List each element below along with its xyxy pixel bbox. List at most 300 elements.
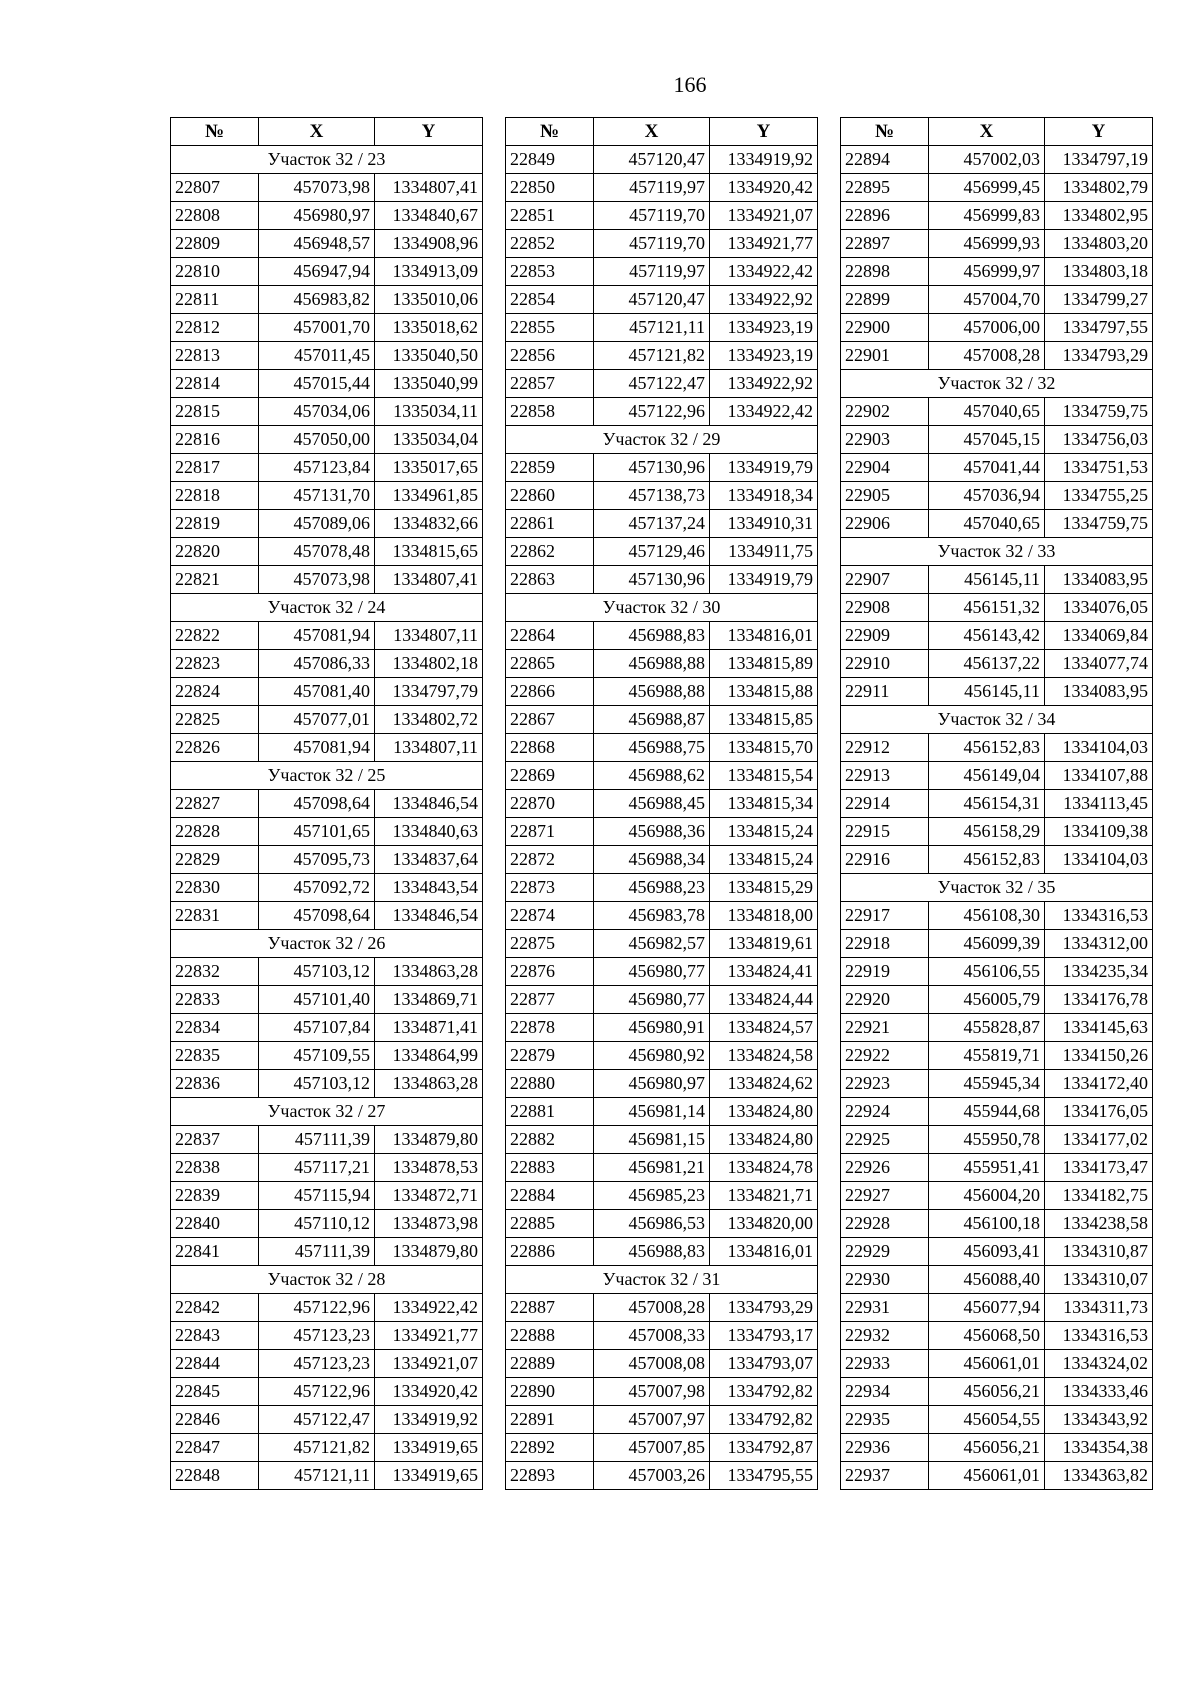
table-row	[171, 622, 483, 650]
coord-x: 457004,70	[929, 286, 1045, 314]
point-number: 22820	[171, 538, 259, 566]
coord-y: 1334815,70	[710, 734, 818, 762]
point-number: 22889	[506, 1350, 594, 1378]
coord-x: 456988,34	[594, 846, 710, 874]
coord-x: 457123,23	[259, 1322, 375, 1350]
coord-x: 457036,94	[929, 482, 1045, 510]
coord-x: 456988,83	[594, 1238, 710, 1266]
coord-x: 456988,36	[594, 818, 710, 846]
coord-x: 457123,84	[259, 454, 375, 482]
coord-y: 1334172,40	[1045, 1070, 1153, 1098]
coord-x: 456099,39	[929, 930, 1045, 958]
point-number: 22916	[841, 846, 929, 874]
table-row	[171, 1462, 483, 1490]
coord-x: 457007,97	[594, 1406, 710, 1434]
point-number: 22909	[841, 622, 929, 650]
coord-x: 457122,47	[259, 1406, 375, 1434]
coord-y: 1334919,79	[710, 454, 818, 482]
coord-y: 1334104,03	[1045, 734, 1153, 762]
table-row	[171, 902, 483, 930]
point-number: 22850	[506, 174, 594, 202]
coord-y: 1334177,02	[1045, 1126, 1153, 1154]
coord-y: 1334921,77	[710, 230, 818, 258]
point-number: 22845	[171, 1378, 259, 1406]
point-number: 22822	[171, 622, 259, 650]
coord-x: 456985,23	[594, 1182, 710, 1210]
coord-y: 1334312,00	[1045, 930, 1153, 958]
table-row	[841, 202, 1153, 230]
table-row	[506, 1434, 818, 1462]
table-row	[506, 286, 818, 314]
point-number: 22830	[171, 874, 259, 902]
coord-x: 455945,34	[929, 1070, 1045, 1098]
coord-x: 456054,55	[929, 1406, 1045, 1434]
coord-y: 1334908,96	[375, 230, 483, 258]
table-row	[171, 818, 483, 846]
coord-x: 457129,46	[594, 538, 710, 566]
coord-x: 456988,83	[594, 622, 710, 650]
coord-x: 457138,73	[594, 482, 710, 510]
table-row	[171, 398, 483, 426]
coord-x: 456999,83	[929, 202, 1045, 230]
coord-y: 1334076,05	[1045, 594, 1153, 622]
coord-y: 1334802,72	[375, 706, 483, 734]
coord-x: 456988,45	[594, 790, 710, 818]
coord-x: 457002,03	[929, 146, 1045, 174]
point-number: 22808	[171, 202, 259, 230]
table-row	[841, 902, 1153, 930]
coord-y: 1334803,18	[1045, 258, 1153, 286]
point-number: 22896	[841, 202, 929, 230]
table-row	[506, 1098, 818, 1126]
coord-y: 1334843,54	[375, 874, 483, 902]
point-number: 22901	[841, 342, 929, 370]
point-number: 22881	[506, 1098, 594, 1126]
coord-y: 1334816,01	[710, 622, 818, 650]
coord-y: 1334324,02	[1045, 1350, 1153, 1378]
coord-y: 1334793,29	[710, 1294, 818, 1322]
point-number: 22895	[841, 174, 929, 202]
coord-y: 1334922,42	[710, 398, 818, 426]
table-row	[506, 202, 818, 230]
point-number: 22869	[506, 762, 594, 790]
table-row	[506, 846, 818, 874]
point-number: 22866	[506, 678, 594, 706]
header-y: Y	[1045, 118, 1153, 146]
coord-y: 1334918,34	[710, 482, 818, 510]
coord-y: 1334920,42	[710, 174, 818, 202]
coord-x: 457115,94	[259, 1182, 375, 1210]
point-number: 22937	[841, 1462, 929, 1490]
table-row	[506, 1406, 818, 1434]
table-row	[171, 426, 483, 454]
coord-x: 456999,97	[929, 258, 1045, 286]
coord-y: 1334824,58	[710, 1042, 818, 1070]
table-row	[506, 1294, 818, 1322]
table-row	[506, 1126, 818, 1154]
coord-x: 457109,55	[259, 1042, 375, 1070]
coord-x: 456056,21	[929, 1434, 1045, 1462]
point-number: 22876	[506, 958, 594, 986]
table-row	[171, 1182, 483, 1210]
coord-x: 457041,44	[929, 454, 1045, 482]
point-number: 22912	[841, 734, 929, 762]
table-row	[506, 986, 818, 1014]
point-number: 22933	[841, 1350, 929, 1378]
coord-y: 1334879,80	[375, 1238, 483, 1266]
coord-y: 1334145,63	[1045, 1014, 1153, 1042]
point-number: 22827	[171, 790, 259, 818]
coord-x: 457122,96	[594, 398, 710, 426]
coord-x: 456158,29	[929, 818, 1045, 846]
table-row	[506, 622, 818, 650]
coord-x: 457092,72	[259, 874, 375, 902]
table-row	[506, 510, 818, 538]
section-title: Участок 32 / 23	[171, 146, 483, 174]
coord-x: 456145,11	[929, 678, 1045, 706]
coord-x: 456056,21	[929, 1378, 1045, 1406]
table-row	[506, 958, 818, 986]
table-row	[171, 1154, 483, 1182]
table-row	[171, 958, 483, 986]
table-row	[506, 230, 818, 258]
point-number: 22893	[506, 1462, 594, 1490]
table-row	[841, 1378, 1153, 1406]
section-row	[841, 874, 1153, 902]
point-number: 22898	[841, 258, 929, 286]
coord-y: 1334807,11	[375, 622, 483, 650]
table-row	[506, 1462, 818, 1490]
coord-y: 1334919,92	[375, 1406, 483, 1434]
point-number: 22838	[171, 1154, 259, 1182]
coord-x: 457015,44	[259, 370, 375, 398]
coord-x: 457011,45	[259, 342, 375, 370]
coord-x: 457137,24	[594, 510, 710, 538]
table-row	[506, 258, 818, 286]
point-number: 22819	[171, 510, 259, 538]
table-row	[171, 650, 483, 678]
table-row	[506, 734, 818, 762]
coord-x: 455944,68	[929, 1098, 1045, 1126]
table-row	[506, 482, 818, 510]
table-row	[841, 1434, 1153, 1462]
coord-y: 1334310,87	[1045, 1238, 1153, 1266]
coord-x: 455950,78	[929, 1126, 1045, 1154]
point-number: 22903	[841, 426, 929, 454]
table-row	[171, 1294, 483, 1322]
coord-y: 1334150,26	[1045, 1042, 1153, 1070]
point-number: 22872	[506, 846, 594, 874]
coord-y: 1334238,58	[1045, 1210, 1153, 1238]
point-number: 22877	[506, 986, 594, 1014]
point-number: 22894	[841, 146, 929, 174]
coord-y: 1334920,42	[375, 1378, 483, 1406]
coord-x: 456145,11	[929, 566, 1045, 594]
coord-y: 1334802,95	[1045, 202, 1153, 230]
section-title: Участок 32 / 31	[506, 1266, 818, 1294]
coord-y: 1334797,79	[375, 678, 483, 706]
table-row	[841, 790, 1153, 818]
coord-y: 1334083,95	[1045, 678, 1153, 706]
section-row	[841, 538, 1153, 566]
point-number: 22839	[171, 1182, 259, 1210]
coord-x: 456981,14	[594, 1098, 710, 1126]
header-number: №	[506, 118, 594, 146]
table-row	[841, 1238, 1153, 1266]
coord-x: 457131,70	[259, 482, 375, 510]
point-number: 22834	[171, 1014, 259, 1042]
point-number: 22914	[841, 790, 929, 818]
section-row	[506, 594, 818, 622]
coord-y: 1334756,03	[1045, 426, 1153, 454]
coord-x: 456988,88	[594, 650, 710, 678]
point-number: 22824	[171, 678, 259, 706]
coord-x: 457095,73	[259, 846, 375, 874]
header-x: X	[259, 118, 375, 146]
coord-x: 456137,22	[929, 650, 1045, 678]
coord-x: 457098,64	[259, 902, 375, 930]
table-row	[506, 174, 818, 202]
point-number: 22810	[171, 258, 259, 286]
coord-y: 1334797,19	[1045, 146, 1153, 174]
point-number: 22816	[171, 426, 259, 454]
coord-x: 457081,94	[259, 734, 375, 762]
table-row	[841, 1462, 1153, 1490]
coord-y: 1334824,57	[710, 1014, 818, 1042]
point-number: 22931	[841, 1294, 929, 1322]
point-number: 22856	[506, 342, 594, 370]
point-number: 22865	[506, 650, 594, 678]
coord-y: 1334310,07	[1045, 1266, 1153, 1294]
point-number: 22849	[506, 146, 594, 174]
table-row	[506, 762, 818, 790]
table-row	[506, 1154, 818, 1182]
coord-x: 457081,94	[259, 622, 375, 650]
coord-x: 457045,15	[929, 426, 1045, 454]
coord-x: 457111,39	[259, 1238, 375, 1266]
table-row	[506, 650, 818, 678]
coord-y: 1334824,80	[710, 1126, 818, 1154]
coord-y: 1334922,92	[710, 286, 818, 314]
coord-x: 456986,53	[594, 1210, 710, 1238]
point-number: 22924	[841, 1098, 929, 1126]
coord-y: 1334824,62	[710, 1070, 818, 1098]
point-number: 22863	[506, 566, 594, 594]
coord-x: 457040,65	[929, 510, 1045, 538]
coord-x: 457121,82	[594, 342, 710, 370]
table-row	[171, 538, 483, 566]
table-row	[841, 1042, 1153, 1070]
coord-y: 1334807,11	[375, 734, 483, 762]
coord-x: 456999,45	[929, 174, 1045, 202]
coord-y: 1334815,29	[710, 874, 818, 902]
point-number: 22870	[506, 790, 594, 818]
coord-x: 456154,31	[929, 790, 1045, 818]
table-row	[171, 706, 483, 734]
table-row	[841, 594, 1153, 622]
coord-x: 457001,70	[259, 314, 375, 342]
coord-x: 457103,12	[259, 958, 375, 986]
coord-x: 457098,64	[259, 790, 375, 818]
coord-x: 456980,97	[594, 1070, 710, 1098]
coord-y: 1334869,71	[375, 986, 483, 1014]
coord-x: 457089,06	[259, 510, 375, 538]
table-row	[506, 454, 818, 482]
point-number: 22902	[841, 398, 929, 426]
coord-x: 456988,87	[594, 706, 710, 734]
table-row	[506, 1210, 818, 1238]
coord-x: 457122,96	[259, 1294, 375, 1322]
point-number: 22860	[506, 482, 594, 510]
table-row	[171, 230, 483, 258]
coord-x: 457077,01	[259, 706, 375, 734]
point-number: 22928	[841, 1210, 929, 1238]
table-row	[171, 790, 483, 818]
table-row	[841, 482, 1153, 510]
coord-x: 457050,00	[259, 426, 375, 454]
section-row	[171, 762, 483, 790]
coord-x: 457110,12	[259, 1210, 375, 1238]
point-number: 22828	[171, 818, 259, 846]
table-row	[506, 1378, 818, 1406]
coord-x: 456152,83	[929, 734, 1045, 762]
point-number: 22885	[506, 1210, 594, 1238]
coord-x: 456948,57	[259, 230, 375, 258]
point-number: 22915	[841, 818, 929, 846]
section-title: Участок 32 / 24	[171, 594, 483, 622]
coord-x: 457111,39	[259, 1126, 375, 1154]
point-number: 22841	[171, 1238, 259, 1266]
coord-y: 1334815,85	[710, 706, 818, 734]
coord-x: 457130,96	[594, 454, 710, 482]
coord-x: 456981,21	[594, 1154, 710, 1182]
coord-y: 1334913,09	[375, 258, 483, 286]
header-row	[506, 118, 818, 146]
table-row	[841, 342, 1153, 370]
table-row	[171, 1378, 483, 1406]
point-number: 22908	[841, 594, 929, 622]
coord-x: 456988,88	[594, 678, 710, 706]
coord-y: 1334755,25	[1045, 482, 1153, 510]
section-row	[506, 1266, 818, 1294]
point-number: 22886	[506, 1238, 594, 1266]
coord-y: 1334176,05	[1045, 1098, 1153, 1126]
table-row	[506, 1014, 818, 1042]
point-number: 22935	[841, 1406, 929, 1434]
coord-y: 1334182,75	[1045, 1182, 1153, 1210]
point-number: 22859	[506, 454, 594, 482]
point-number: 22932	[841, 1322, 929, 1350]
table-row	[171, 874, 483, 902]
coord-y: 1334802,79	[1045, 174, 1153, 202]
table-row	[506, 790, 818, 818]
table-row	[171, 174, 483, 202]
coord-y: 1334820,00	[710, 1210, 818, 1238]
point-number: 22814	[171, 370, 259, 398]
coord-y: 1334815,54	[710, 762, 818, 790]
table-row	[841, 986, 1153, 1014]
coord-y: 1334759,75	[1045, 398, 1153, 426]
section-title: Участок 32 / 34	[841, 706, 1153, 734]
point-number: 22857	[506, 370, 594, 398]
coord-y: 1334910,31	[710, 510, 818, 538]
point-number: 22851	[506, 202, 594, 230]
point-number: 22892	[506, 1434, 594, 1462]
coord-y: 1334104,03	[1045, 846, 1153, 874]
table-row	[841, 734, 1153, 762]
table-row	[841, 1266, 1153, 1294]
coord-y: 1334921,07	[375, 1350, 483, 1378]
table-row	[841, 818, 1153, 846]
coord-y: 1334871,41	[375, 1014, 483, 1042]
coord-y: 1335018,62	[375, 314, 483, 342]
table-row	[171, 314, 483, 342]
point-number: 22926	[841, 1154, 929, 1182]
coord-y: 1334751,53	[1045, 454, 1153, 482]
table-row	[841, 398, 1153, 426]
coord-x: 457107,84	[259, 1014, 375, 1042]
coord-y: 1334961,85	[375, 482, 483, 510]
table-row	[171, 1126, 483, 1154]
coord-x: 456981,15	[594, 1126, 710, 1154]
point-number: 22847	[171, 1434, 259, 1462]
coord-x: 457121,11	[259, 1462, 375, 1490]
point-number: 22880	[506, 1070, 594, 1098]
coord-x: 457101,40	[259, 986, 375, 1014]
coord-x: 457117,21	[259, 1154, 375, 1182]
header-x: X	[594, 118, 710, 146]
table-row	[171, 846, 483, 874]
table-row	[841, 846, 1153, 874]
point-number: 22843	[171, 1322, 259, 1350]
header-number: №	[841, 118, 929, 146]
section-row	[171, 930, 483, 958]
point-number: 22882	[506, 1126, 594, 1154]
point-number: 22809	[171, 230, 259, 258]
coord-y: 1334879,80	[375, 1126, 483, 1154]
point-number: 22906	[841, 510, 929, 538]
coord-y: 1334815,89	[710, 650, 818, 678]
point-number: 22813	[171, 342, 259, 370]
section-row	[841, 370, 1153, 398]
point-number: 22917	[841, 902, 929, 930]
coord-x: 456149,04	[929, 762, 1045, 790]
coord-x: 457007,98	[594, 1378, 710, 1406]
point-number: 22904	[841, 454, 929, 482]
table-row	[841, 258, 1153, 286]
coord-y: 1334846,54	[375, 790, 483, 818]
coord-y: 1334864,99	[375, 1042, 483, 1070]
coord-y: 1335017,65	[375, 454, 483, 482]
coord-x: 456988,23	[594, 874, 710, 902]
table-row	[841, 762, 1153, 790]
coord-x: 457119,70	[594, 202, 710, 230]
coord-y: 1334818,00	[710, 902, 818, 930]
section-title: Участок 32 / 32	[841, 370, 1153, 398]
point-number: 22826	[171, 734, 259, 762]
table-row	[841, 146, 1153, 174]
section-row	[171, 1098, 483, 1126]
coord-y: 1334923,19	[710, 314, 818, 342]
point-number: 22868	[506, 734, 594, 762]
coord-x: 457081,40	[259, 678, 375, 706]
table-row	[171, 342, 483, 370]
coord-x: 456151,32	[929, 594, 1045, 622]
coord-y: 1334921,77	[375, 1322, 483, 1350]
section-row	[841, 706, 1153, 734]
coord-y: 1334922,42	[375, 1294, 483, 1322]
point-number: 22873	[506, 874, 594, 902]
